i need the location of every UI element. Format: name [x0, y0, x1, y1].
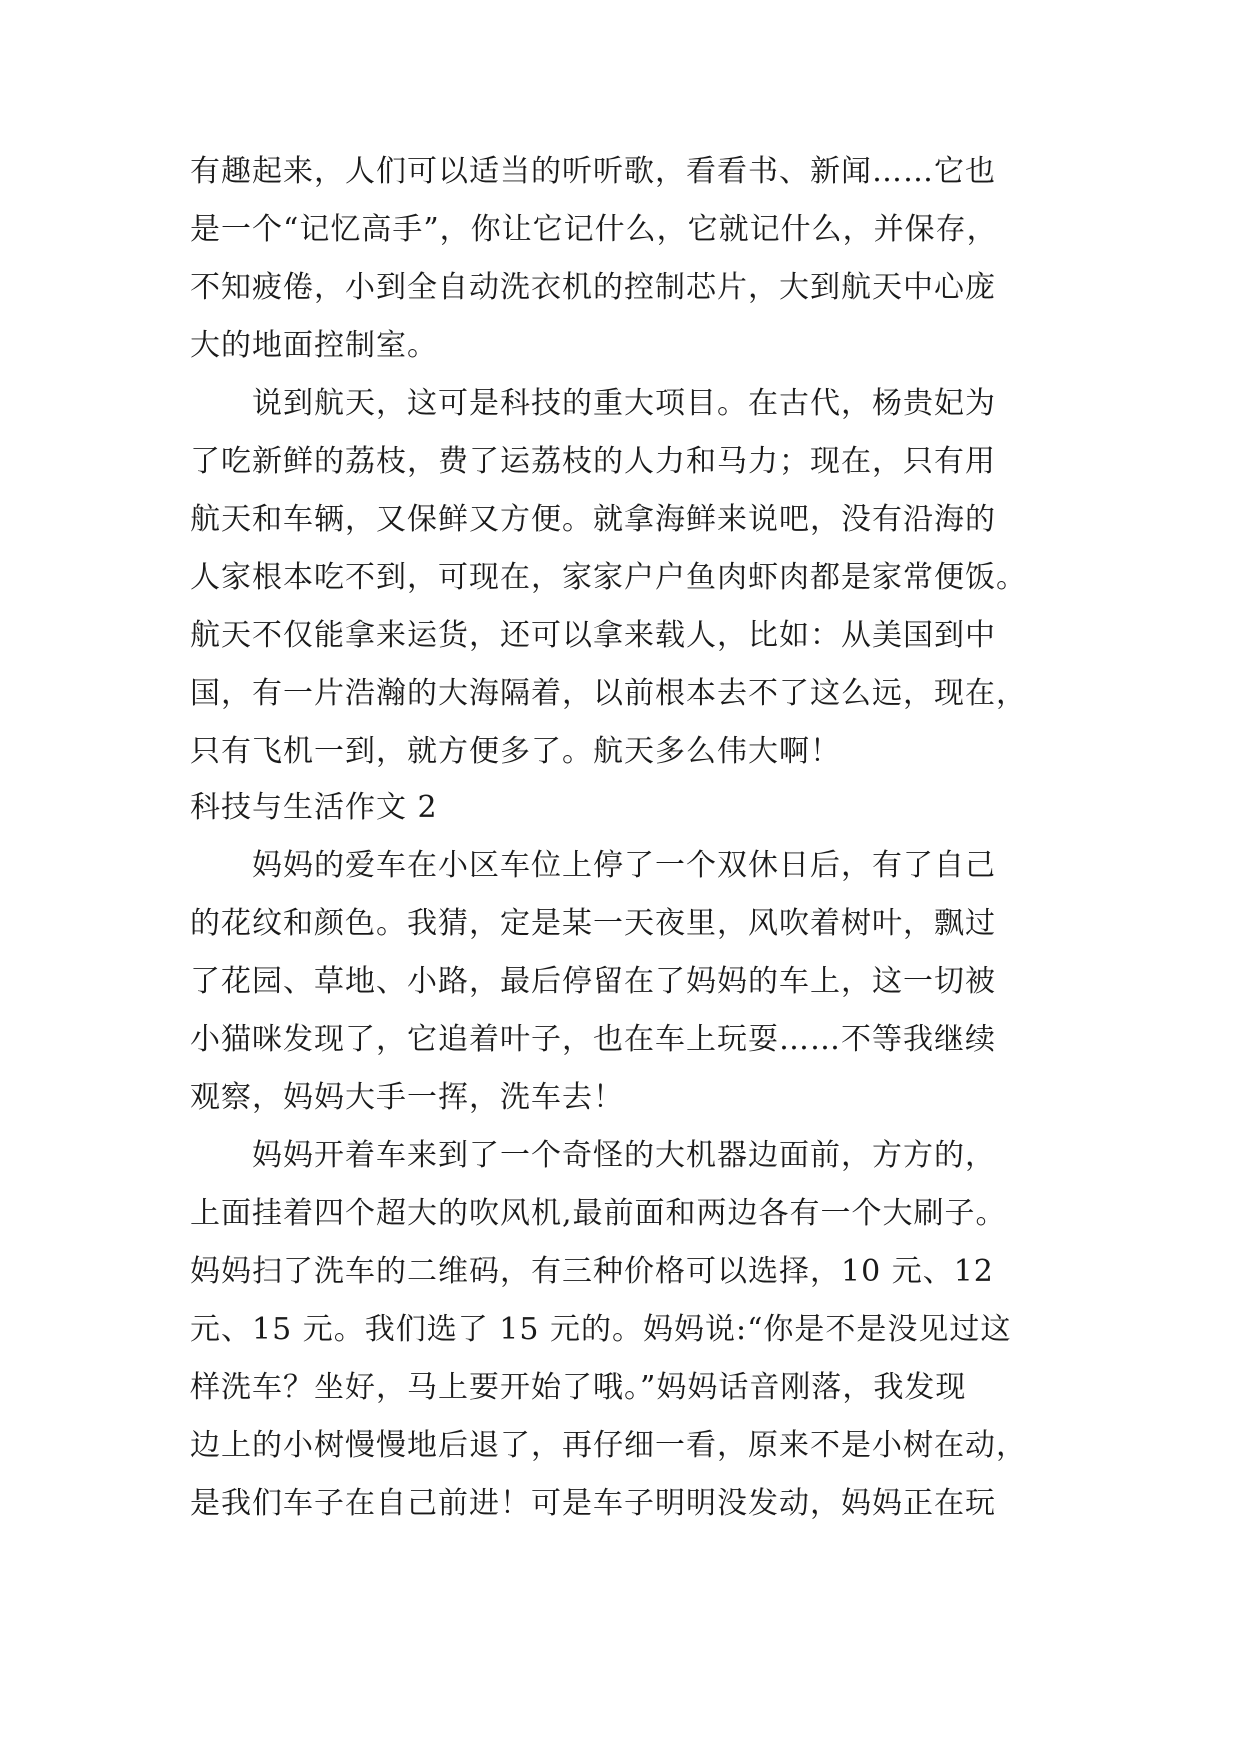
text-line: 样洗车？坐好，马上要开始了哦。”妈妈话音刚落，我发现	[190, 1370, 967, 1405]
text-line: 元、15 元。我们选了 15 元的。妈妈说:“你是不是没见过这	[190, 1312, 1012, 1347]
text-line: 只有飞机一到，就方便多了。航天多么伟大啊！	[190, 734, 841, 769]
paragraph-first-line: 说到航天，这可是科技的重大项目。在古代，杨贵妃为	[252, 386, 996, 421]
text-line: 有趣起来，人们可以适当的听听歌，看看书、新闻……它也	[190, 154, 996, 189]
text-line: 大的地面控制室。	[190, 328, 438, 363]
text-line: 小猫咪发现了，它追着叶子，也在车上玩耍……不等我继续	[190, 1022, 996, 1057]
text-line: 妈妈扫了洗车的二维码，有三种价格可以选择，10 元、12	[190, 1254, 994, 1289]
text-line: 航天不仅能拿来运货，还可以拿来载人，比如：从美国到中	[190, 618, 996, 653]
text-line: 的花纹和颜色。我猜，定是某一天夜里，风吹着树叶，飘过	[190, 906, 996, 941]
paragraph-first-line: 妈妈开着车来到了一个奇怪的大机器边面前，方方的，	[252, 1138, 996, 1173]
text-line: 上面挂着四个超大的吹风机,最前面和两边各有一个大刷子。	[190, 1196, 1007, 1231]
text-line: 是我们车子在自己前进！可是车子明明没发动，妈妈正在玩	[190, 1486, 996, 1521]
text-line: 了花园、草地、小路，最后停留在了妈妈的车上，这一切被	[190, 964, 996, 999]
text-line: 观察，妈妈大手一挥，洗车去！	[190, 1080, 624, 1115]
paragraph-first-line: 妈妈的爱车在小区车位上停了一个双休日后，有了自己	[252, 848, 996, 883]
section-heading: 科技与生活作文 2	[190, 790, 438, 825]
text-line: 了吃新鲜的荔枝，费了运荔枝的人力和马力；现在，只有用	[190, 444, 996, 479]
text-line: 边上的小树慢慢地后退了，再仔细一看，原来不是小树在动，	[190, 1428, 1027, 1463]
text-line: 是一个“记忆高手”，你让它记什么，它就记什么，并保存，	[190, 212, 998, 247]
text-line: 国，有一片浩瀚的大海隔着，以前根本去不了这么远，现在，	[190, 676, 1027, 711]
text-line: 不知疲倦，小到全自动洗衣机的控制芯片，大到航天中心庞	[190, 270, 996, 305]
text-line: 航天和车辆，又保鲜又方便。就拿海鲜来说吧，没有沿海的	[190, 502, 996, 537]
text-line: 人家根本吃不到，可现在，家家户户鱼肉虾肉都是家常便饭。	[190, 560, 1027, 595]
